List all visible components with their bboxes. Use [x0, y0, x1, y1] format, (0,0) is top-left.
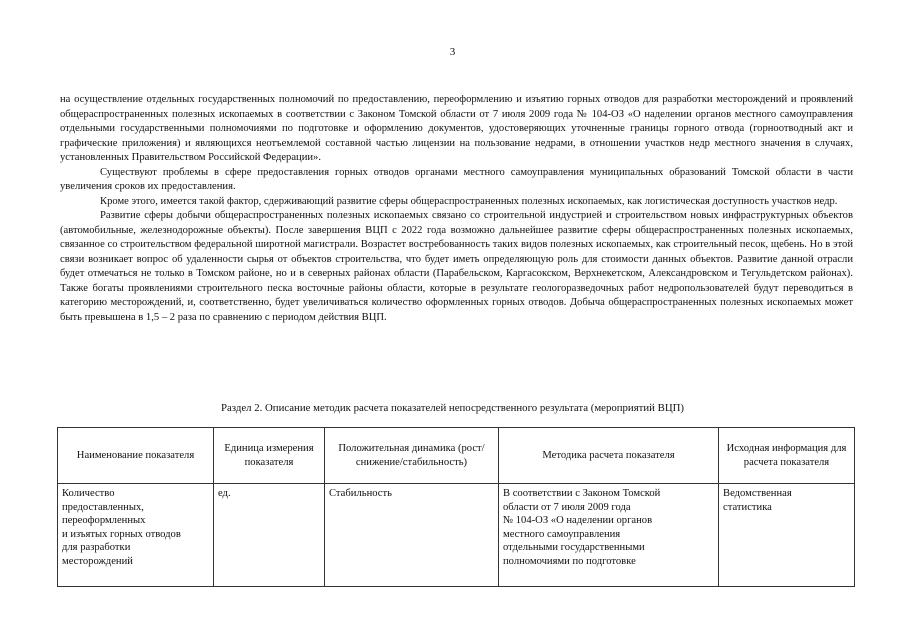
table-header-row: [58, 428, 855, 484]
cell-indicator-name: [58, 484, 214, 587]
cell-line: местного самоуправления: [503, 528, 621, 540]
cell-line: предоставленных,: [62, 501, 144, 513]
header-unit: Единица измерения показателя: [214, 428, 325, 484]
indicator-table: [57, 427, 855, 587]
header-indicator-name: Наименование показателя: [58, 428, 214, 484]
cell-line: Ведомственная: [723, 488, 792, 499]
cell-line: месторождений: [62, 555, 133, 567]
cell-unit: ед.: [214, 484, 325, 587]
cell-line: отдельными государственными: [503, 542, 645, 553]
cell-line: № 104-ОЗ «О наделении органов: [503, 515, 653, 526]
table-row: [58, 484, 855, 587]
section-heading: Раздел 2. Описание методик расчета показателей непосредственного результата (мероприятий ВЦП): [220, 402, 685, 414]
paragraph-continuation: на осуществление отдельных государственных полномочий по предоставлению, переоформлению и изъятию горных отводов для разработки месторождений и проявлений общераспространенных полезных ископаемых в соответствии с Законом Томской области от 7 июля 2009 года № 104-ОЗ «О наделении органов местного самоуправления отдельными государственными полномочиями по подготовке и оформлению документов, удостоверяющих уточненные границы горного отвода (горноотводный акт и графические приложения) и являющихся неотъемлемой составной частью лицензии на пользование недрами, в отношении участков недр местного значения в случаях, установленных Правительством Российской Федерации».: [60, 94, 853, 163]
header-dynamics: Положительная динамика (рост/снижение/стабильность): [325, 428, 499, 484]
cell-dynamics: Стабильность: [325, 484, 499, 587]
body-text: [60, 93, 853, 325]
cell-source: [719, 484, 855, 587]
page-number: 3: [449, 46, 456, 58]
cell-line: полномочиями по подготовке: [503, 555, 636, 567]
cell-line: В соответствии с Законом Томской: [503, 488, 661, 499]
cell-line: области от 7 июля 2009 года: [503, 501, 631, 513]
cell-line: статистика: [723, 501, 772, 513]
cell-line: и изъятых горных отводов: [62, 528, 181, 540]
cell-method: [499, 484, 719, 587]
paragraph-logistics: Кроме этого, имеется такой фактор, сдерживающий развитие сферы общераспространенных полезных ископаемых, как логистическая доступность участков недр.: [100, 195, 838, 207]
cell-line: переоформленных: [62, 515, 146, 526]
header-method: Методика расчета показателя: [499, 428, 719, 484]
header-source: Исходная информация для расчета показателя: [719, 428, 855, 484]
paragraph-development: Развитие сферы добычи общераспространенных полезных ископаемых связано со строительной индустрией и строительством новых инфраструктурных объектов (автомобильные, железнодорожные объекты). После завершения ВЦП с 2022 года возможно дальнейшее развитие сферы общераспространенных полезных ископаемых, связанное со строительством федеральной широтной магистрали. Возрастет востребованность таких видов полезных ископаемых, как строительный песок, щебень. Но в этой связи возникает вопрос об удаленности сырья от объектов строительства, что будет иметь определяющую роль для стоимости данных объектов. Развитие данной отрасли будет отмечаться не только в Томском районе, но и в северных районах области (Парабельском, Каргасокском, Верхнекетском, Александровском и Тегульдетском районах). Также богаты проявлениями строительного песка восточные районы области, которые в результате геологоразведочных работ недропользователей будут переводиться в категорию месторождений, и, соответственно, будет увеличиваться количество оформленных горных отводов. Добыча общераспространенных полезных ископаемых может быть превышена в 1,5 – 2 раза по сравнению с периодом действия ВЦП.: [60, 210, 853, 323]
paragraph-problems: Существуют проблемы в сфере предоставления горных отводов органами местного самоуправления муниципальных образований Томской области в части увеличения сроков их предоставления.: [60, 166, 853, 192]
cell-line: Количество: [62, 488, 115, 499]
cell-line: для разработки: [62, 542, 131, 553]
